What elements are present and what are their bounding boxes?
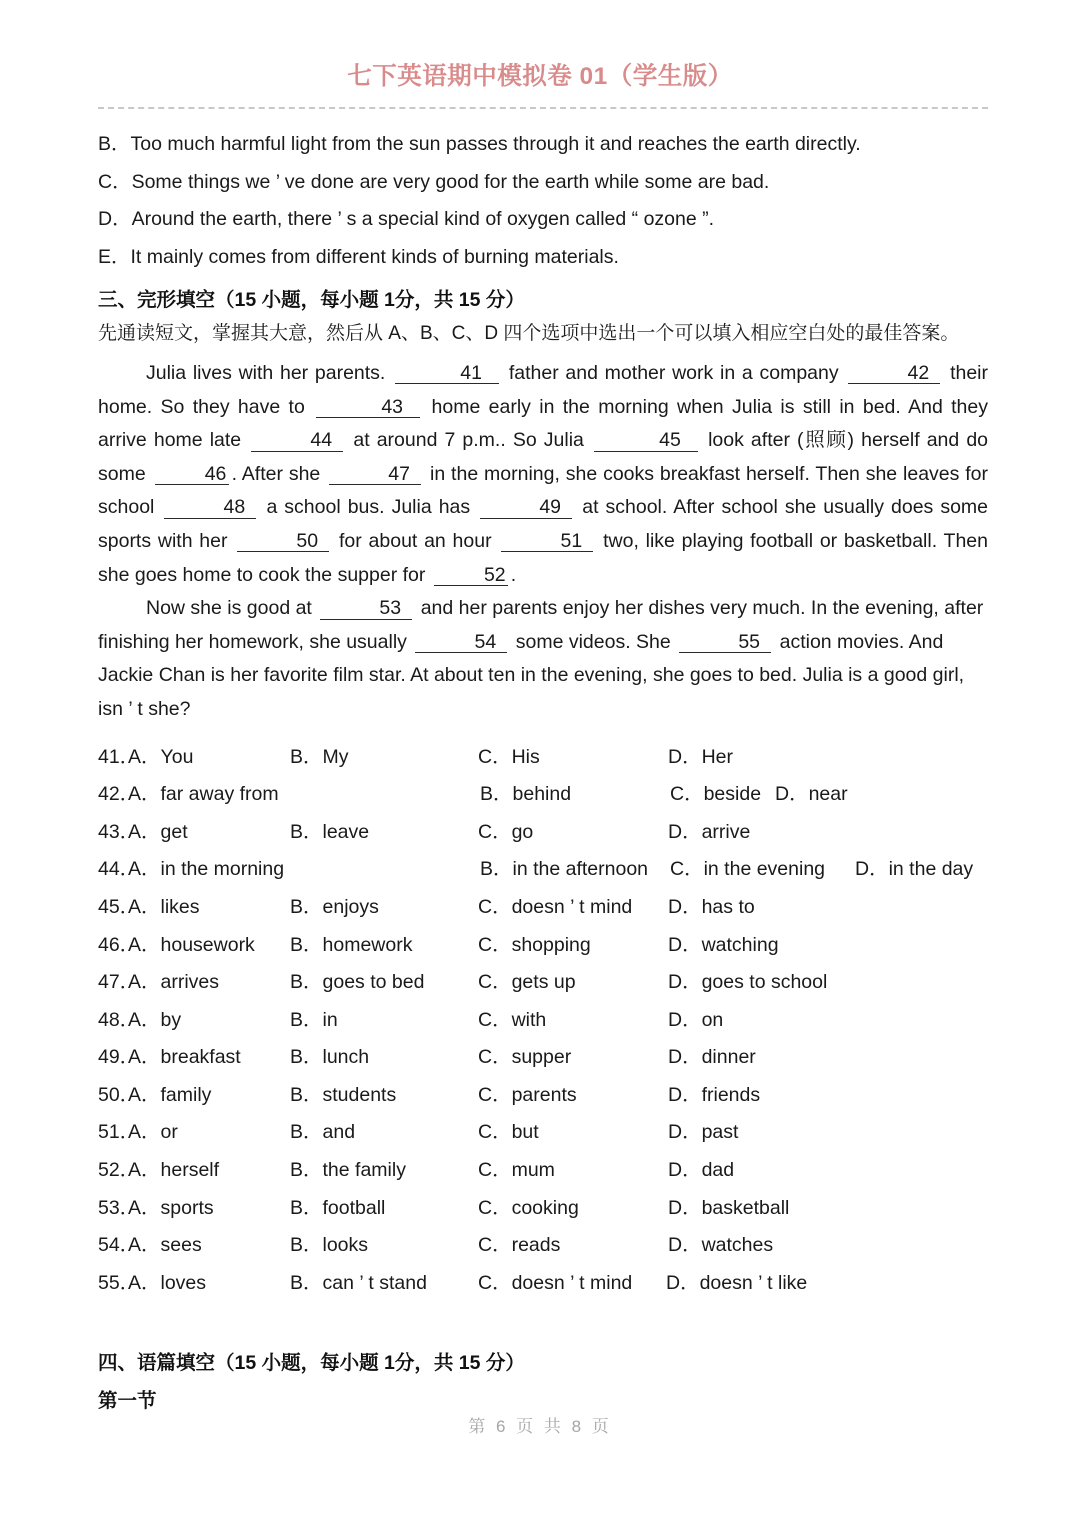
section-four-block xyxy=(98,1344,988,1420)
blank-41[interactable]: 41 xyxy=(395,363,499,384)
option-c[interactable]: C．with xyxy=(478,1008,547,1031)
page-footer: 第 6 页 共 8 页 xyxy=(468,1417,612,1436)
blank-42[interactable]: 42 xyxy=(848,363,940,384)
option-b[interactable]: B．homework xyxy=(290,933,413,956)
option-b[interactable]: B．enjoys xyxy=(290,895,379,918)
question-row-45 xyxy=(98,889,988,927)
passage-text: Julia lives with her parents. xyxy=(146,362,386,384)
option-b[interactable]: B．goes to bed xyxy=(290,971,425,994)
passage-text: two, like playing football or basketball. Then she goes home to cook the supper for xyxy=(98,529,988,586)
option-c[interactable]: C．gets up xyxy=(478,971,576,994)
option-a[interactable]: A．herself xyxy=(128,1159,220,1182)
header-divider xyxy=(98,107,988,109)
option-a[interactable]: A．likes xyxy=(128,895,200,918)
option-a[interactable]: A．You xyxy=(128,745,194,768)
question-row-46 xyxy=(98,927,988,965)
option-b[interactable]: B．in xyxy=(290,1008,338,1031)
option-c[interactable]: C．but xyxy=(478,1121,539,1144)
option-a[interactable]: A．far away from xyxy=(128,783,279,806)
option-b[interactable]: B．the family xyxy=(290,1159,406,1182)
cloze-question-list xyxy=(98,739,988,1303)
question-row-55 xyxy=(98,1265,988,1303)
option-a[interactable]: A．or xyxy=(128,1121,178,1144)
option-c[interactable]: C．beside xyxy=(670,783,762,806)
question-row-48 xyxy=(98,1002,988,1040)
passage-text: a school bus. Julia has xyxy=(266,496,471,519)
option-c[interactable]: C．doesn ’ t mind xyxy=(478,1271,633,1294)
question-number: 43． xyxy=(98,820,140,843)
option-d[interactable]: D．friends xyxy=(668,1083,761,1106)
option-b[interactable]: B．in the afternoon xyxy=(480,858,649,881)
blank-43[interactable]: 43 xyxy=(316,397,420,418)
passage-text: look after (照顾) herself and do some xyxy=(98,429,989,485)
passage-text: home early in the morning when Julia is still in bed. And they arrive home late xyxy=(98,395,988,452)
section-three-instruction: 先通读短文，掌握其大意，然后从 A、B、C、D 四个选项中选出一个可以填入相应空白处的最佳答案。 xyxy=(98,323,960,344)
question-number: 54． xyxy=(98,1234,140,1257)
passage-text: and her parents enjoy her dishes very much. In the evening, after finishing her homework, she usually xyxy=(98,597,984,653)
option-a[interactable]: A．sees xyxy=(128,1234,202,1257)
document-body xyxy=(98,126,988,1420)
option-d[interactable]: D．near xyxy=(775,783,848,806)
question-number: 48． xyxy=(98,1008,140,1031)
question-number: 45． xyxy=(98,895,140,918)
blank-44[interactable]: 44 xyxy=(251,430,343,451)
option-c[interactable]: C．parents xyxy=(478,1083,577,1106)
option-d[interactable]: D．arrive xyxy=(668,820,751,843)
question-row-47 xyxy=(98,964,988,1002)
option-d[interactable]: D．watches xyxy=(668,1234,774,1257)
question-row-51 xyxy=(98,1114,988,1152)
question-row-54 xyxy=(98,1227,988,1265)
question-row-53 xyxy=(98,1190,988,1228)
option-b[interactable]: B．behind xyxy=(480,783,572,806)
blank-48[interactable]: 48 xyxy=(164,497,256,518)
passage-text: their home. So they have to xyxy=(98,362,989,418)
option-b[interactable]: B．looks xyxy=(290,1234,369,1257)
option-d[interactable]: D．past xyxy=(668,1121,739,1144)
option-a[interactable]: A．arrives xyxy=(128,971,220,994)
option-d[interactable]: D．in the day xyxy=(855,858,974,881)
question-row-50 xyxy=(98,1077,988,1115)
question-number: 53． xyxy=(98,1196,140,1219)
passage-text: father and mother work in a company xyxy=(508,362,839,384)
option-d[interactable]: D．watching xyxy=(668,933,779,956)
question-row-52 xyxy=(98,1152,988,1190)
option-c[interactable]: C．His xyxy=(478,745,540,768)
question-row-42 xyxy=(98,776,988,814)
option-b[interactable]: B．and xyxy=(290,1121,356,1144)
passage-text: in the morning, she cooks breakfast herself. Then she leaves for school xyxy=(98,462,989,519)
option-c[interactable]: C．in the evening xyxy=(670,858,826,881)
question-row-49 xyxy=(98,1039,988,1077)
matching-option-e: E．It mainly comes from different kinds of burning materials. xyxy=(98,245,619,268)
passage-text: . After she xyxy=(231,462,321,485)
blank-51[interactable]: 51 xyxy=(501,531,593,552)
option-d[interactable]: D．Her xyxy=(668,745,734,768)
question-number: 49． xyxy=(98,1046,140,1069)
matching-option-c: C．Some things we ’ ve done are very good for the earth while some are bad. xyxy=(98,170,770,193)
question-number: 55． xyxy=(98,1271,140,1294)
question-number: 50． xyxy=(98,1083,140,1106)
question-number: 44． xyxy=(98,858,140,881)
blank-46[interactable]: 46 xyxy=(155,464,229,485)
option-a[interactable]: A．loves xyxy=(128,1271,207,1294)
passage-text: . xyxy=(510,563,517,586)
passage-text: Now she is good at xyxy=(146,597,312,620)
passage-text: at around 7 p.m.. So Julia xyxy=(353,429,584,452)
option-a[interactable]: A．get xyxy=(128,820,188,843)
option-b[interactable]: B．students xyxy=(290,1083,397,1106)
option-a[interactable]: A．family xyxy=(128,1083,212,1106)
passage-text: at school. After school she usually does some sports with her xyxy=(98,496,989,552)
option-d[interactable]: D．goes to school xyxy=(668,971,828,994)
question-number: 52． xyxy=(98,1159,140,1182)
page-title: 七下英语期中模拟卷 01（学生版） xyxy=(347,63,733,90)
question-row-41 xyxy=(98,739,988,777)
question-row-44 xyxy=(98,851,988,889)
option-b[interactable]: B．can ’ t stand xyxy=(290,1271,427,1294)
blank-50[interactable]: 50 xyxy=(237,531,329,552)
page-header xyxy=(0,62,1080,91)
cloze-passage xyxy=(98,357,988,727)
option-d[interactable]: D．doesn ’ t like xyxy=(666,1271,808,1294)
option-d[interactable]: D．has to xyxy=(668,895,755,918)
section-four-heading: 四、语篇填空（15 小题，每小题 1分，共 15 分） xyxy=(98,1352,525,1375)
option-c[interactable]: C．reads xyxy=(478,1234,561,1257)
option-c[interactable]: C．mum xyxy=(478,1159,555,1182)
option-a[interactable]: A．in the morning xyxy=(128,858,285,881)
blank-49[interactable]: 49 xyxy=(480,497,572,518)
option-a[interactable]: A．by xyxy=(128,1008,182,1031)
blank-54[interactable]: 54 xyxy=(415,632,507,653)
passage-text: for about an hour xyxy=(339,529,492,552)
section-four-subsection: 第一节 xyxy=(98,1390,157,1413)
blank-52[interactable]: 52 xyxy=(434,565,508,586)
question-row-43 xyxy=(98,814,988,852)
question-number: 46． xyxy=(98,933,140,956)
question-number: 42． xyxy=(98,783,140,806)
option-b[interactable]: B．My xyxy=(290,745,349,768)
option-a[interactable]: A．housework xyxy=(128,933,255,956)
option-d[interactable]: D．dad xyxy=(668,1159,735,1182)
option-d[interactable]: D．basketball xyxy=(668,1196,790,1219)
option-c[interactable]: C．doesn ’ t mind xyxy=(478,895,633,918)
option-c[interactable]: C．go xyxy=(478,820,534,843)
option-b[interactable]: B．lunch xyxy=(290,1046,370,1069)
option-d[interactable]: D．on xyxy=(668,1008,724,1031)
blank-47[interactable]: 47 xyxy=(329,464,421,485)
cloze-paragraph-1 xyxy=(98,357,988,592)
option-b[interactable]: B．leave xyxy=(290,820,370,843)
option-d[interactable]: D．dinner xyxy=(668,1046,756,1069)
option-c[interactable]: C．cooking xyxy=(478,1196,579,1219)
blank-55[interactable]: 55 xyxy=(679,632,771,653)
blank-45[interactable]: 45 xyxy=(594,430,698,451)
option-a[interactable]: A．sports xyxy=(128,1196,214,1219)
blank-53[interactable]: 53 xyxy=(320,598,412,619)
matching-options-list xyxy=(98,126,988,276)
question-number: 47． xyxy=(98,971,140,994)
cloze-paragraph-2 xyxy=(98,592,988,726)
option-b[interactable]: B．football xyxy=(290,1196,386,1219)
question-number: 41． xyxy=(98,745,140,768)
section-three-heading: 三、完形填空（15 小题，每小题 1分，共 15 分） xyxy=(98,289,525,311)
passage-text: some videos. She xyxy=(515,630,671,653)
matching-option-b: B．Too much harmful light from the sun passes through it and reaches the earth directly. xyxy=(98,133,861,155)
option-c[interactable]: C．supper xyxy=(478,1046,572,1069)
option-c[interactable]: C．shopping xyxy=(478,933,591,956)
option-a[interactable]: A．breakfast xyxy=(128,1046,241,1069)
matching-option-d: D．Around the earth, there ’ s a special kind of oxygen called “ ozone ”. xyxy=(98,208,715,230)
question-number: 51． xyxy=(98,1121,140,1144)
passage-text: action movies. And Jackie Chan is her favorite film star. At about ten in the evening, she goes to bed. Julia is a good girl, isn ’ t she? xyxy=(98,630,965,720)
